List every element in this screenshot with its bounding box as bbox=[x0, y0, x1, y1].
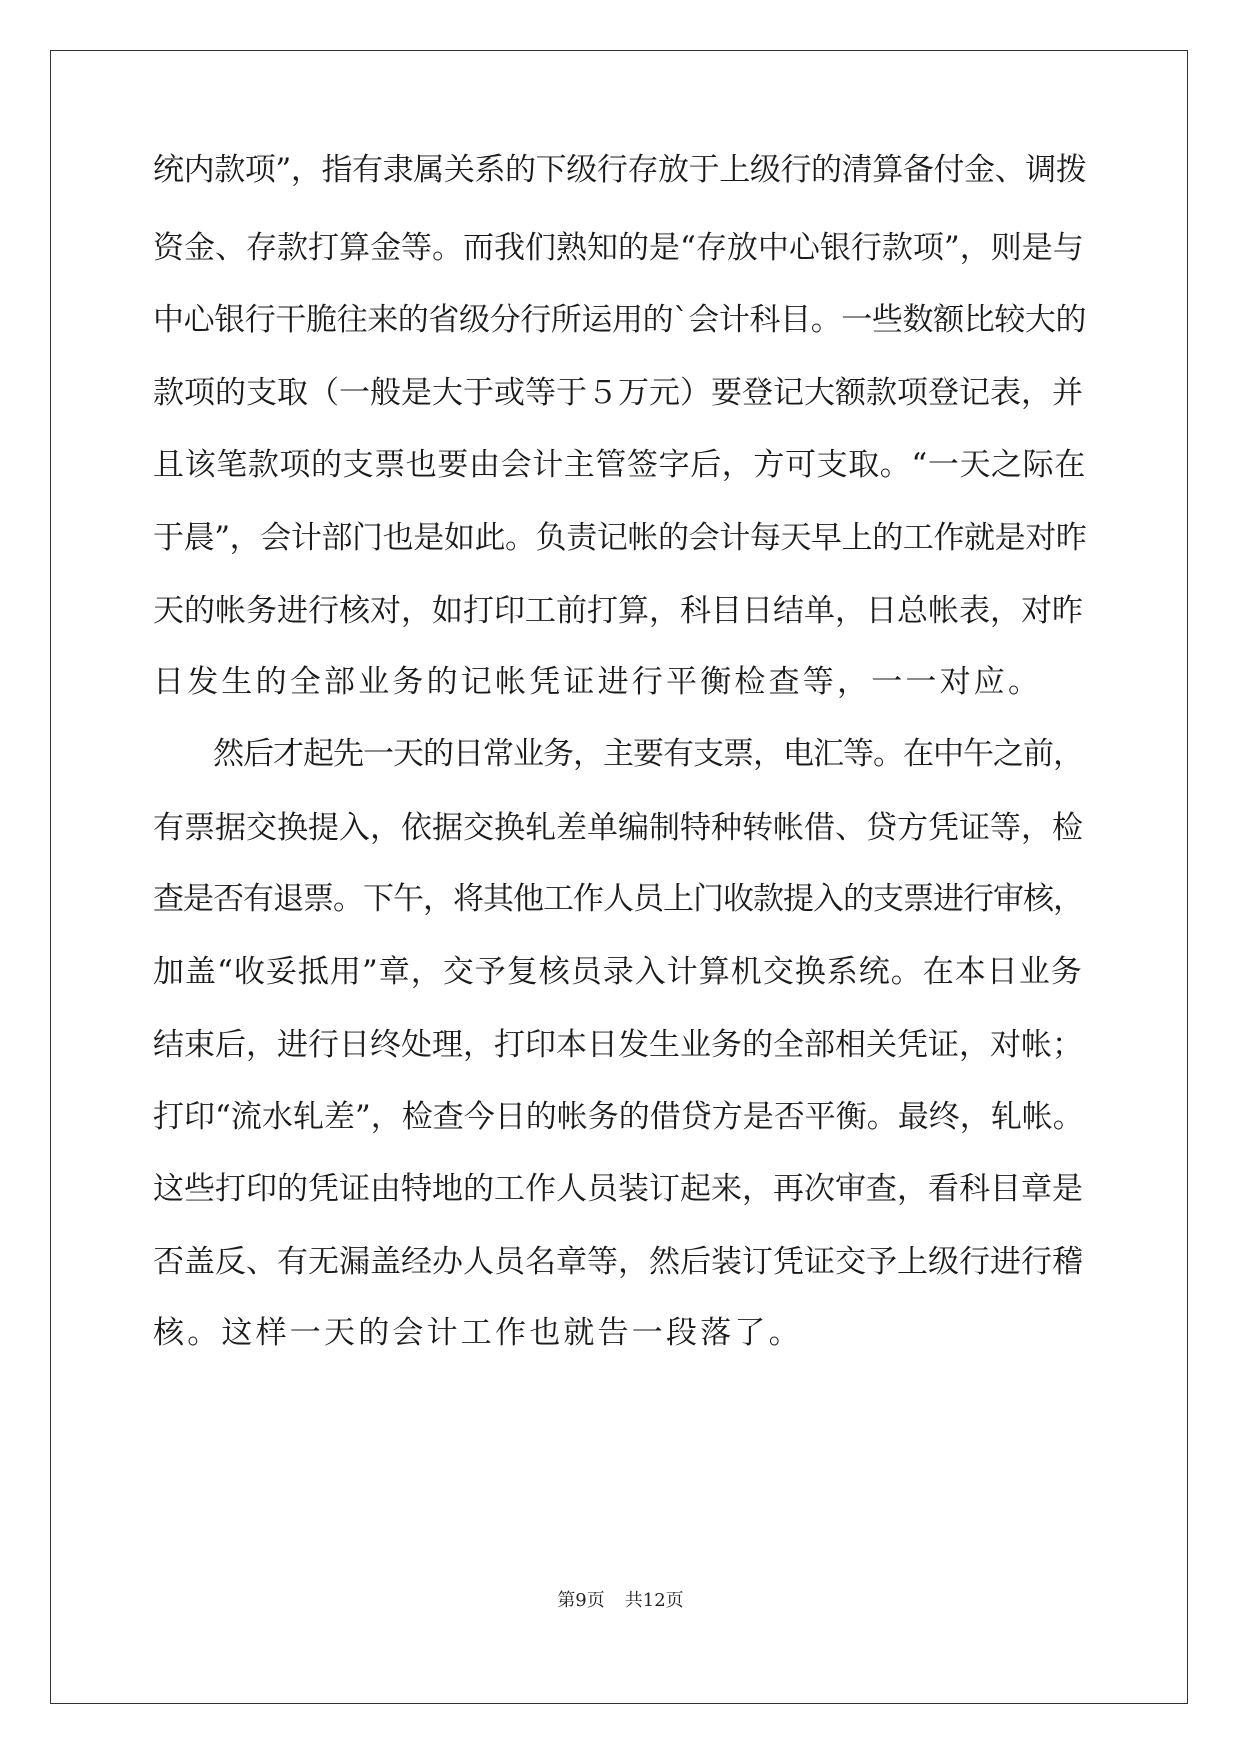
text-line: 然后才起先一天的日常业务，主要有支票，电汇等。在中午之前， bbox=[153, 736, 1083, 772]
text-line: 中心银行干脆往来的省级分行所运用的`会计科目。一些数额比较大的 bbox=[153, 302, 1087, 338]
text-line: 于晨”，会计部门也是如此。负责记帐的会计每天早上的工作就是对昨 bbox=[153, 520, 1087, 556]
text-line: 资金、存款打算金等。而我们熟知的是“存放中心银行款项”，则是与 bbox=[153, 230, 1084, 266]
page-number: 第9页 bbox=[557, 1590, 605, 1611]
text-line: 核。这样一天的会计工作也就告一段落了。 bbox=[153, 1315, 803, 1351]
page-total: 共12页 bbox=[624, 1590, 684, 1611]
text-line: 这些打印的凭证由特地的工作人员装订起来，再次审查，看科目章是 bbox=[153, 1171, 1083, 1207]
text-line: 有票据交换提入，依据交换轧差单编制特种转帐借、贷方凭证等，检 bbox=[153, 810, 1083, 846]
text-line: 否盖反、有无漏盖经办人员名章等，然后装订凭证交予上级行进行稽 bbox=[153, 1244, 1083, 1280]
page-border bbox=[50, 50, 1188, 1704]
text-line: 打印“流水轧差”，检查今日的帐务的借贷方是否平衡。最终，轧帐。 bbox=[153, 1099, 1084, 1135]
text-line: 且该笔款项的支票也要由会计主管签字后，方可支取。“一天之际在 bbox=[153, 447, 1086, 483]
text-line: 天的帐务进行核对，如打印工前打算，科目日结单，日总帐表，对昨 bbox=[153, 593, 1083, 629]
page-footer bbox=[0, 1589, 1241, 1613]
text-line: 日发生的全部业务的记帐凭证进行平衡检查等，一一对应。 bbox=[153, 664, 1043, 700]
text-line: 加盖“收妥抵用”章，交予复核员录入计算机交换系统。在本日业务 bbox=[153, 954, 1083, 990]
text-line: 统内款项”，指有隶属关系的下级行存放于上级行的清算备付金、调拨 bbox=[153, 152, 1087, 188]
text-line: 款项的支取（一般是大于或等于５万元）要登记大额款项登记表，并 bbox=[153, 375, 1083, 411]
text-line: 结束后，进行日终处理，打印本日发生业务的全部相关凭证，对帐； bbox=[153, 1027, 1083, 1063]
text-line: 查是否有退票。下午，将其他工作人员上门收款提入的支票进行审核， bbox=[153, 881, 1083, 917]
